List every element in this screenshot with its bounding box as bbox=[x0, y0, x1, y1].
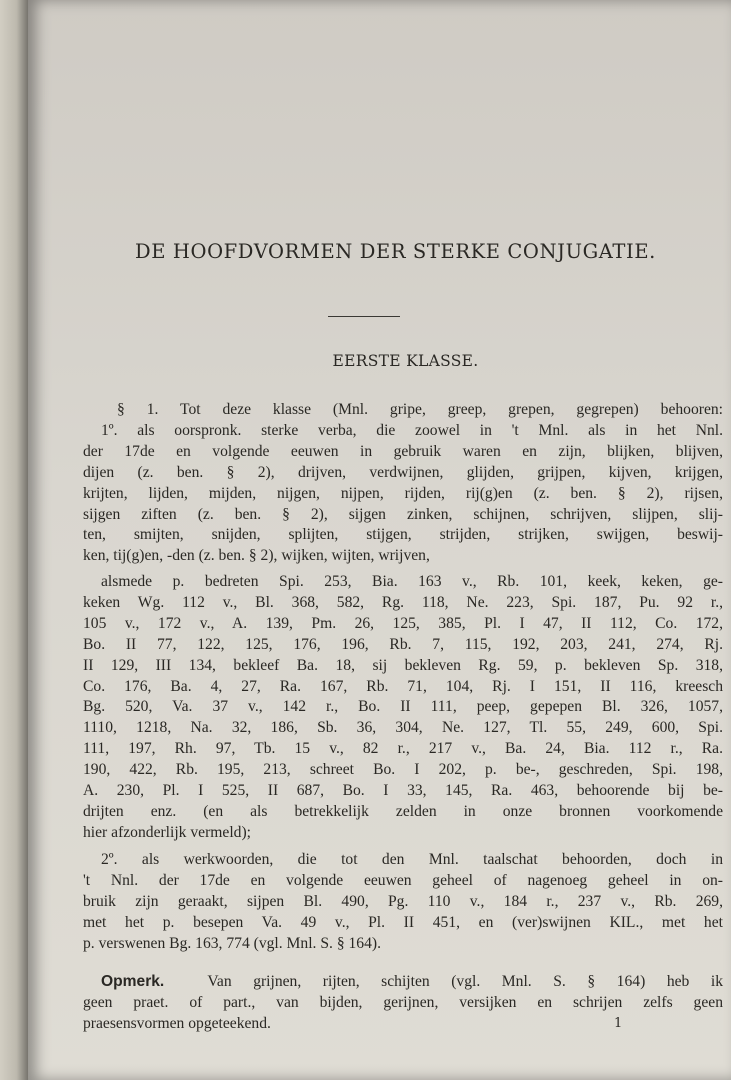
text-line: 't Nnl. der 17de en volgende eeuwen geheel of nagenoeg geheel in on- bbox=[83, 871, 723, 889]
text-line: II 129, III 134, bekleef Ba. 18, sij bekleven Rg. 59, p. bekleven Sp. 318, bbox=[83, 656, 723, 674]
text-line: Co. 176, Ba. 4, 27, Ra. 167, Rb. 71, 104, Rj. I 151, II 116, kreesch bbox=[83, 677, 723, 695]
text-line: ken, tij(g)en, -den (z. ben. § 2), wijken, wijten, wrijven, bbox=[83, 547, 430, 565]
text-line: drijten enz. (en als betrekkelijk zelden in onze bronnen voorkomende bbox=[83, 802, 723, 820]
text-line: 105 v., 172 v., A. 139, Pm. 26, 125, 385, Pl. I 47, II 112, Co. 172, bbox=[83, 614, 723, 632]
text-line: Bo. II 77, 122, 125, 176, 196, Rb. 7, 115, 192, 203, 241, 274, Rj. bbox=[83, 635, 723, 653]
text-line: met het p. besepen Va. 49 v., Pl. II 451, en (ver)swijnen KIL., met het bbox=[83, 913, 723, 931]
text-line: Bg. 520, Va. 37 v., 142 r., Bo. II 111, peep, gepepen Bl. 326, 1057, bbox=[83, 698, 723, 716]
text-line: 111, 197, Rh. 97, Tb. 15 v., 82 r., 217 v., Ba. 24, Bia. 112 r., Ra. bbox=[83, 740, 723, 758]
text-line: alsmede p. bedreten Spi. 253, Bia. 163 v., Rb. 101, keek, keken, ge- bbox=[101, 573, 723, 590]
text-line: 2º. als werkwoorden, die tot den Mnl. taalschat behoorden, doch in bbox=[101, 851, 723, 868]
page-number: 1 bbox=[614, 1016, 623, 1031]
text-line: der 17de en volgende eeuwen in gebruik waren en zijn, blijken, blijven, bbox=[83, 442, 723, 460]
text-line: 1110, 1218, Na. 32, 186, Sb. 36, 304, Ne. 127, Tl. 55, 249, 600, Spi. bbox=[83, 719, 723, 737]
text-line: Van grijnen, rijten, schijten (vgl. Mnl. S. § 164) heb ik bbox=[207, 973, 724, 990]
paragraph-1 bbox=[83, 400, 723, 567]
remark bbox=[83, 972, 723, 1035]
remark-first-line bbox=[83, 972, 723, 993]
book-edge bbox=[0, 0, 30, 1080]
paragraph-3 bbox=[83, 850, 723, 955]
text-line: p. verswenen Bg. 163, 774 (vgl. Mnl. S. § 164). bbox=[83, 934, 381, 952]
text-line: ten, smijten, snijden, splijten, stijgen, strijden, strijken, swijgen, beswij- bbox=[83, 526, 723, 544]
text-line: § 1. Tot deze klasse (Mnl. gripe, greep, grepen, gegrepen) behooren: bbox=[117, 401, 723, 418]
text-line: krijten, lijden, mijden, nijgen, nijpen, rijden, rij(g)en (z. ben. § 2), rijsen, bbox=[83, 484, 723, 502]
text-line: dijen (z. ben. § 2), drijven, verdwijnen, glijden, grijpen, kijven, krijgen, bbox=[83, 463, 723, 481]
page-heading: DE HOOFDVORMEN DER STERKE CONJUGATIE. bbox=[135, 240, 656, 263]
book-page bbox=[28, 0, 731, 1080]
text-line: sijgen ziften (z. ben. § 2), sijgen zinken, schijnen, schrijven, slijpen, slij- bbox=[83, 505, 723, 523]
text-line: keken Wg. 112 v., Bl. 368, 582, Rg. 118, Ne. 223, Spi. 187, Pu. 92 r., bbox=[83, 593, 723, 611]
remark-label: Opmerk. bbox=[101, 973, 165, 990]
text-line: 190, 422, Rb. 195, 213, schreet Bo. I 202, p. be-, geschreden, Spi. 198, bbox=[83, 761, 723, 779]
text-line: A. 230, Pl. I 525, II 687, Bo. I 33, 145, Ra. 463, behoorende bij be- bbox=[83, 782, 723, 800]
text-line: hier afzonderlijk vermeld); bbox=[83, 823, 251, 841]
text-line: bruik zijn geraakt, sijpen Bl. 490, Pg. 110 v., 184 r., 237 v., Rb. 269, bbox=[83, 892, 723, 910]
paragraph-2 bbox=[83, 572, 723, 844]
text-line: 1º. als oorspronk. sterke verba, die zoowel in 't Mnl. als in het Nnl. bbox=[101, 421, 723, 439]
text-line: praesensvormen opgeteekend. bbox=[83, 1014, 271, 1032]
section-title: EERSTE KLASSE. bbox=[332, 352, 479, 370]
divider-rule bbox=[328, 316, 400, 317]
text-line: geen praet. of part., van bijden, gerijnen, versijken en schrijen zelfs geen bbox=[83, 993, 723, 1011]
